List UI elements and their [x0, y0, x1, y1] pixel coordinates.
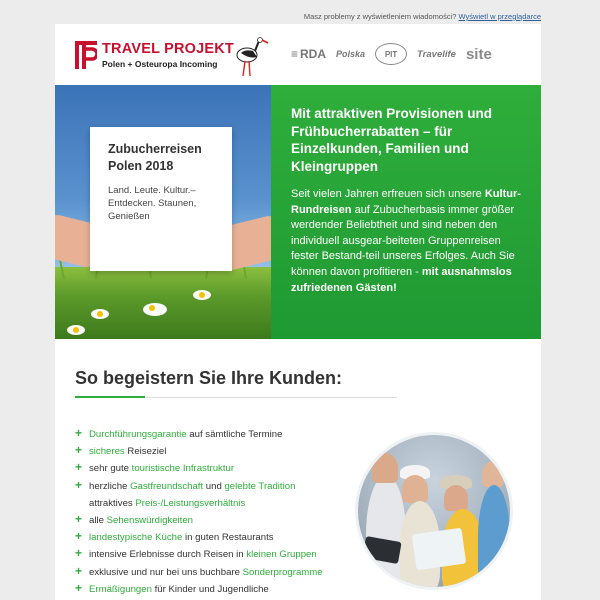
- partner-logo-site[interactable]: site: [465, 45, 492, 63]
- feature-text: in guten Restaurants: [182, 532, 274, 544]
- feature-text: intensive Erlebnisse durch Reisen in: [89, 549, 247, 561]
- partner-logos: [291, 42, 492, 66]
- tourist-face: [482, 461, 504, 487]
- travel-projekt-logo-icon[interactable]: [75, 41, 97, 69]
- trip-card-subtitle: Land. Leute. Kultur.– Entdecken. Staunen, Genießen: [108, 185, 197, 222]
- tourist-face: [444, 485, 468, 511]
- map-sheet: [412, 528, 467, 571]
- hero-highlight-rundreisen: Kultur-Rundreisen: [291, 188, 521, 216]
- feature-text: Reiseziel: [124, 446, 167, 458]
- grass-field: [55, 267, 271, 339]
- trip-card-title: Zubucherreisen: [108, 142, 202, 156]
- feature-item: [75, 512, 355, 529]
- hero-highlight-guests: mit ausnahmslos zufriedenen Gästen!: [291, 265, 512, 294]
- daisy-flower: [193, 290, 211, 300]
- feature-highlight[interactable]: landestypische Küche: [89, 532, 183, 544]
- hero-headline: Mit attraktiven Provisionen und Frühbucherrabatten – für Einzelkunden, Familien und Kleingruppen: [291, 106, 493, 174]
- feature-text: attraktives: [89, 497, 136, 509]
- feature-text: und: [203, 480, 225, 492]
- trip-card-year: Polen 2018: [108, 159, 174, 173]
- daisy-flower: [67, 325, 85, 335]
- partner-logo-travelife[interactable]: Travelife: [417, 48, 456, 60]
- partner-logo-rda[interactable]: ≡ RDA: [291, 47, 327, 61]
- feature-item: [75, 495, 355, 512]
- tourist-face: [372, 453, 398, 483]
- stork-icon: [229, 35, 269, 77]
- feature-highlight[interactable]: touristische Infrastruktur: [131, 463, 235, 475]
- feature-item: [75, 581, 355, 598]
- feature-item: [75, 426, 355, 443]
- feature-highlight[interactable]: Preis-/Leistungsverhältnis: [135, 497, 246, 509]
- feature-highlight[interactable]: gelebte Tradition: [224, 480, 296, 492]
- tourists-photo[interactable]: [355, 432, 513, 590]
- feature-highlight[interactable]: Ermäßigungen: [89, 583, 152, 595]
- feature-highlight[interactable]: Gastfreundschaft: [130, 480, 204, 492]
- feature-text: auf sämtliche Termine: [186, 429, 283, 440]
- newsletter-body: [55, 24, 541, 600]
- hero-banner: [55, 85, 541, 339]
- feature-list: [75, 426, 355, 598]
- feature-item: [75, 478, 355, 495]
- feature-text: alle: [89, 515, 107, 527]
- feature-text: herzliche: [89, 480, 131, 492]
- trip-card: [90, 127, 232, 271]
- hero-image[interactable]: [55, 85, 271, 339]
- section-title: So begeistern Sie Ihre Kunden:: [75, 368, 343, 388]
- view-in-browser-link[interactable]: Wyświetl w przeglądarce: [458, 12, 541, 21]
- hero-body-text: Seit vielen Jahren erfreuen sich unsere Kultur-Rundreisen auf Zubucherbasis immer größer werdender Beliebtheit und sind neben den individuell ausgear-beiteten Gruppenreisen fester Bestand-teil unseres Erfolges. Auch Sie können davon profitieren - mit ausnahmslos zufriedenen Gästen!: [291, 188, 521, 294]
- daisy-flower: [143, 303, 167, 316]
- brand-name: TRAVEL PROJEKT: [102, 41, 234, 57]
- section-divider-accent: [75, 396, 145, 398]
- brand-tagline: Polen + Osteuropa Incoming: [102, 59, 218, 69]
- feature-highlight[interactable]: kleinen Gruppen: [246, 549, 317, 561]
- rda-stripes-icon: ≡: [291, 47, 299, 61]
- feature-item: [75, 564, 355, 581]
- feature-highlight[interactable]: Durchführungsgarantie: [89, 429, 187, 440]
- hero-text-panel: [271, 85, 541, 339]
- feature-item: [75, 546, 355, 563]
- tourist-face: [402, 475, 428, 503]
- feature-item: [75, 443, 355, 460]
- feature-item: [75, 529, 355, 546]
- partner-logo-pit[interactable]: PIT: [375, 43, 407, 65]
- feature-highlight[interactable]: sicheres: [89, 446, 125, 458]
- feature-highlight[interactable]: Sonderprogramme: [242, 566, 323, 578]
- header: [55, 24, 541, 85]
- display-problem-text: Masz problemy z wyświetleniem wiadomości?: [303, 12, 457, 21]
- partner-logo-polska[interactable]: Polska: [336, 49, 366, 59]
- feature-item: [75, 460, 355, 477]
- feature-highlight[interactable]: Sehenswürdigkeiten: [106, 515, 194, 527]
- daisy-flower: [91, 309, 109, 319]
- top-notice-bar: [0, 12, 541, 21]
- feature-text: für Kinder und Jugendliche: [151, 583, 269, 595]
- feature-text: exklusive und nur bei uns buchbare: [89, 566, 243, 578]
- feature-text: sehr gute: [89, 463, 132, 475]
- tourist-figure: [478, 485, 510, 589]
